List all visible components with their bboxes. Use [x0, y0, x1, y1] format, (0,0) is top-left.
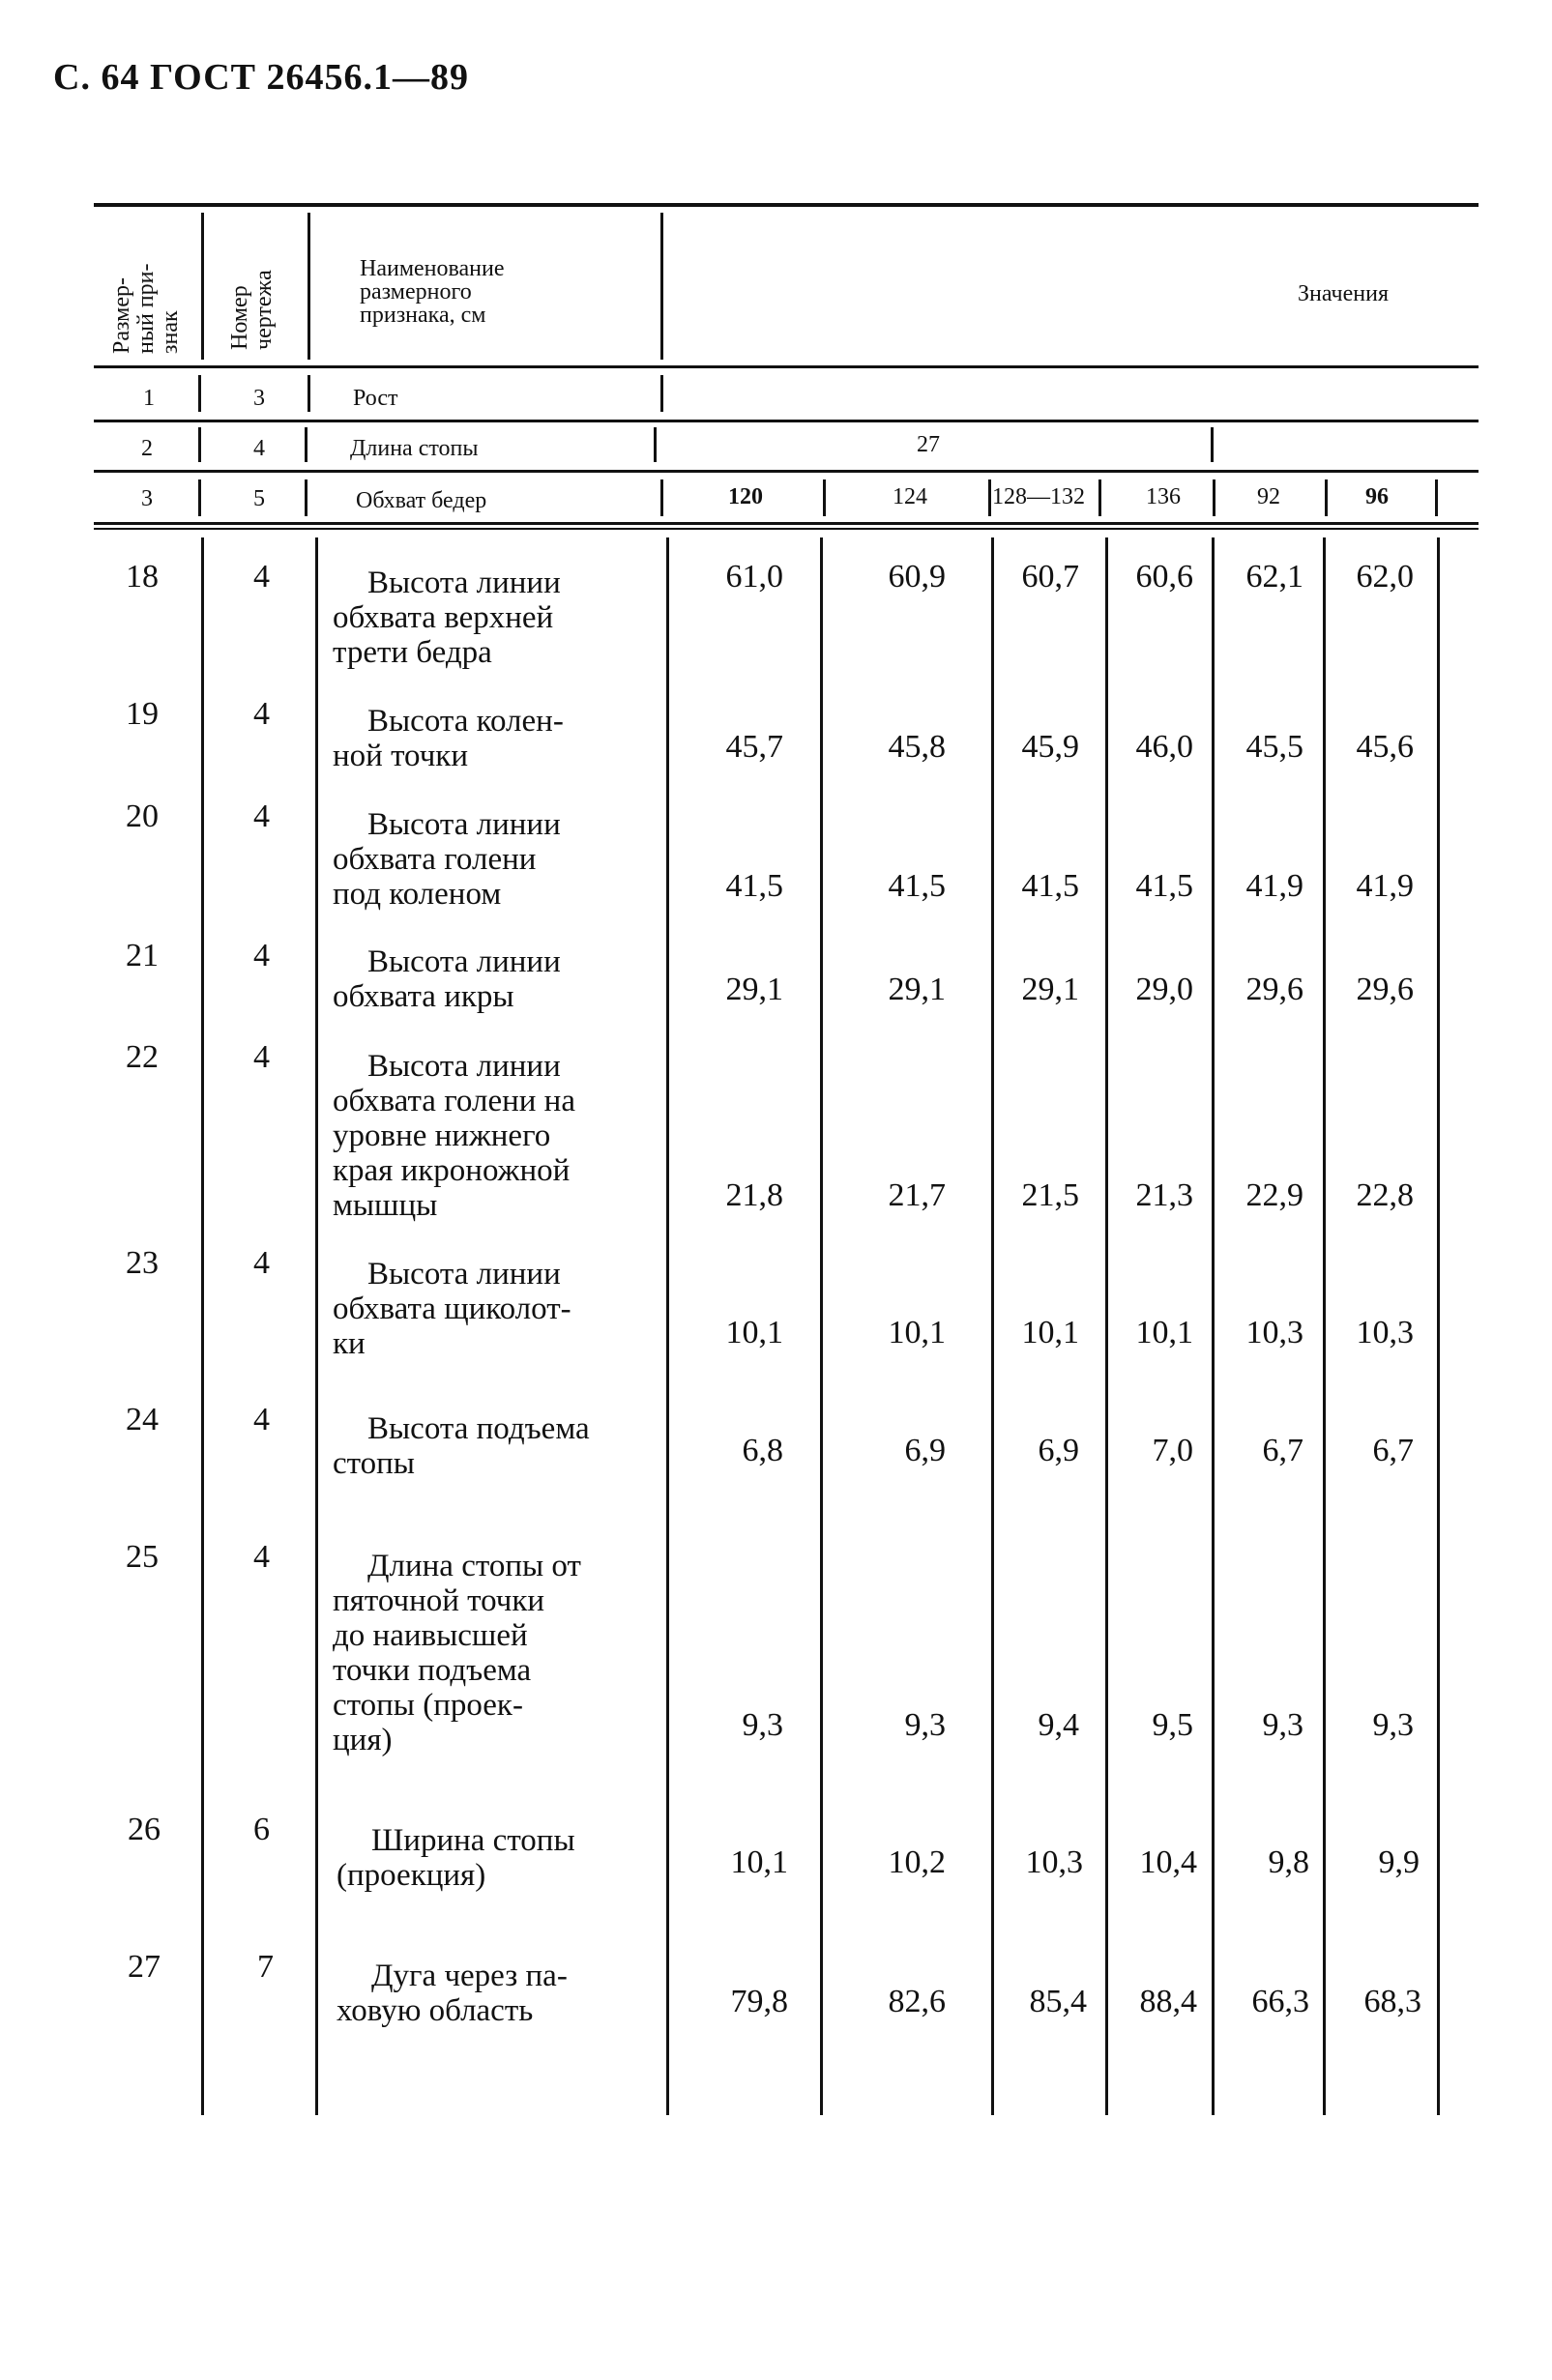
row-value: 62,0: [1356, 559, 1414, 595]
row-value: 41,9: [1245, 868, 1303, 904]
girth-96: 96: [1365, 484, 1389, 509]
row-value: 21,8: [725, 1177, 783, 1213]
row-description: Высота линии обхвата икры: [333, 944, 561, 1014]
row-value: 60,9: [888, 559, 946, 595]
row-value: 41,5: [1135, 868, 1193, 904]
key-divider: [660, 375, 663, 412]
row-drawing: 7: [257, 1949, 274, 1985]
row-drawing: 4: [253, 1539, 270, 1575]
key-divider: [660, 479, 663, 516]
row-drawing: 4: [253, 696, 270, 732]
girth-128-132: 128—132: [992, 484, 1085, 509]
row-value: 10,1: [730, 1844, 788, 1880]
row-sign: 19: [126, 696, 159, 732]
key-divider: [1211, 427, 1214, 462]
row-value: 88,4: [1139, 1984, 1197, 2019]
key-divider: [305, 479, 307, 516]
row-description: Высота линии обхвата голени под коленом: [333, 807, 561, 912]
row-value: 9,8: [1268, 1844, 1309, 1880]
row-description: Высота линии обхвата голени на уровне нижнего края икроножной мышцы: [333, 1049, 575, 1223]
key-divider: [1098, 479, 1101, 516]
key-divider: [1213, 479, 1215, 516]
row-description: Высота подъема стопы: [333, 1411, 590, 1481]
row-value: 6,9: [1038, 1433, 1079, 1468]
key-row-2-name: Длина стопы: [350, 436, 479, 461]
row-description: Высота колен- ной точки: [333, 704, 564, 773]
header-values: Значения: [1298, 281, 1390, 306]
row-sign: 21: [126, 938, 159, 973]
row-value: 82,6: [888, 1984, 946, 2019]
key-row-2-value: 27: [917, 432, 940, 457]
key-divider: [823, 479, 826, 516]
row-value: 9,4: [1038, 1707, 1079, 1743]
row-value: 46,0: [1135, 729, 1193, 765]
row-sign: 25: [126, 1539, 159, 1575]
row-value: 7,0: [1152, 1433, 1193, 1468]
key-row-2-rule: [94, 470, 1479, 473]
row-value: 41,9: [1356, 868, 1414, 904]
row-value: 9,5: [1152, 1707, 1193, 1743]
key-row-3-sign: 3: [141, 486, 153, 511]
key-row-1-rule: [94, 420, 1479, 422]
row-value: 41,5: [888, 868, 946, 904]
row-sign: 26: [128, 1812, 161, 1847]
key-divider: [988, 479, 991, 516]
header-size-sign: Размер- ный при- знак: [109, 263, 183, 354]
row-value: 9,9: [1378, 1844, 1420, 1880]
key-divider: [198, 479, 201, 516]
row-value: 41,5: [1021, 868, 1079, 904]
row-value: 10,1: [725, 1315, 783, 1350]
row-value: 85,4: [1029, 1984, 1087, 2019]
key-row-3-rule-a: [94, 522, 1479, 525]
row-value: 29,1: [725, 972, 783, 1007]
row-value: 10,3: [1245, 1315, 1303, 1350]
key-row-1-sign: 1: [143, 386, 155, 411]
girth-120: 120: [728, 484, 763, 509]
body-divider: [315, 537, 318, 2115]
row-value: 9,3: [1372, 1707, 1414, 1743]
row-sign: 22: [126, 1039, 159, 1075]
row-value: 10,1: [1021, 1315, 1079, 1350]
row-value: 10,3: [1025, 1844, 1083, 1880]
row-value: 21,5: [1021, 1177, 1079, 1213]
row-description: Длина стопы от пяточной точки до наивысшей точки подъема стопы (проек- ция): [333, 1549, 581, 1757]
body-divider: [820, 537, 823, 2115]
key-divider: [1325, 479, 1328, 516]
key-row-3-drawing: 5: [253, 486, 265, 511]
row-value: 6,7: [1372, 1433, 1414, 1468]
key-row-2-drawing: 4: [253, 436, 265, 461]
girth-124: 124: [893, 484, 927, 509]
row-sign: 20: [126, 798, 159, 834]
row-value: 45,5: [1245, 729, 1303, 765]
key-divider: [307, 375, 310, 412]
row-sign: 23: [126, 1245, 159, 1281]
header-drawing-number: Номер чертежа: [227, 270, 277, 350]
row-description: Дуга через па- ховую область: [337, 1959, 568, 2028]
header-divider: [201, 213, 204, 360]
row-value: 29,1: [1021, 972, 1079, 1007]
row-value: 61,0: [725, 559, 783, 595]
row-value: 6,7: [1262, 1433, 1303, 1468]
row-drawing: 4: [253, 559, 270, 595]
key-row-2-sign: 2: [141, 436, 153, 461]
row-value: 41,5: [725, 868, 783, 904]
key-row-1-drawing: 3: [253, 386, 265, 411]
row-value: 29,6: [1245, 972, 1303, 1007]
body-divider: [1437, 537, 1440, 2115]
row-value: 6,9: [904, 1433, 946, 1468]
row-sign: 27: [128, 1949, 161, 1985]
row-value: 9,3: [1262, 1707, 1303, 1743]
row-value: 21,3: [1135, 1177, 1193, 1213]
key-divider: [198, 375, 201, 412]
row-value: 22,8: [1356, 1177, 1414, 1213]
header-divider: [307, 213, 310, 360]
row-value: 10,4: [1139, 1844, 1197, 1880]
row-description: Высота линии обхвата верхней трети бедра: [333, 566, 561, 670]
row-drawing: 6: [253, 1812, 270, 1847]
row-value: 9,3: [742, 1707, 783, 1743]
row-value: 29,6: [1356, 972, 1414, 1007]
row-value: 29,0: [1135, 972, 1193, 1007]
key-divider: [305, 427, 307, 462]
row-value: 10,3: [1356, 1315, 1414, 1350]
key-divider: [198, 427, 201, 462]
row-value: 66,3: [1251, 1984, 1309, 2019]
key-divider: [654, 427, 657, 462]
row-drawing: 4: [253, 938, 270, 973]
row-value: 45,6: [1356, 729, 1414, 765]
page-title: С. 64 ГОСТ 26456.1—89: [53, 57, 469, 98]
row-drawing: 4: [253, 798, 270, 834]
row-value: 10,1: [888, 1315, 946, 1350]
body-divider: [201, 537, 204, 2115]
row-drawing: 4: [253, 1402, 270, 1437]
row-value: 60,6: [1135, 559, 1193, 595]
row-value: 10,2: [888, 1844, 946, 1880]
row-value: 62,1: [1245, 559, 1303, 595]
row-value: 10,1: [1135, 1315, 1193, 1350]
row-drawing: 4: [253, 1245, 270, 1281]
header-bottom-rule: [94, 365, 1479, 368]
table-top-rule: [94, 203, 1479, 207]
row-value: 6,8: [742, 1433, 783, 1468]
row-value: 45,7: [725, 729, 783, 765]
key-row-1-name: Рост: [353, 386, 398, 411]
row-value: 22,9: [1245, 1177, 1303, 1213]
header-sign-name: Наименование размерного признака, см: [360, 256, 505, 328]
row-description: Высота линии обхвата щиколот- ки: [333, 1257, 571, 1361]
row-sign: 24: [126, 1402, 159, 1437]
girth-92: 92: [1257, 484, 1280, 509]
body-divider: [666, 537, 669, 2115]
row-value: 60,7: [1021, 559, 1079, 595]
header-divider: [660, 213, 663, 360]
row-value: 9,3: [904, 1707, 946, 1743]
row-value: 45,9: [1021, 729, 1079, 765]
row-value: 21,7: [888, 1177, 946, 1213]
row-value: 45,8: [888, 729, 946, 765]
row-drawing: 4: [253, 1039, 270, 1075]
girth-136: 136: [1146, 484, 1181, 509]
row-value: 79,8: [730, 1984, 788, 2019]
row-value: 29,1: [888, 972, 946, 1007]
key-row-3-rule-b: [94, 528, 1479, 530]
key-divider: [1435, 479, 1438, 516]
row-sign: 18: [126, 559, 159, 595]
row-description: Ширина стопы (проекция): [337, 1823, 575, 1893]
row-value: 68,3: [1363, 1984, 1421, 2019]
key-row-3-name: Обхват бедер: [356, 488, 487, 513]
